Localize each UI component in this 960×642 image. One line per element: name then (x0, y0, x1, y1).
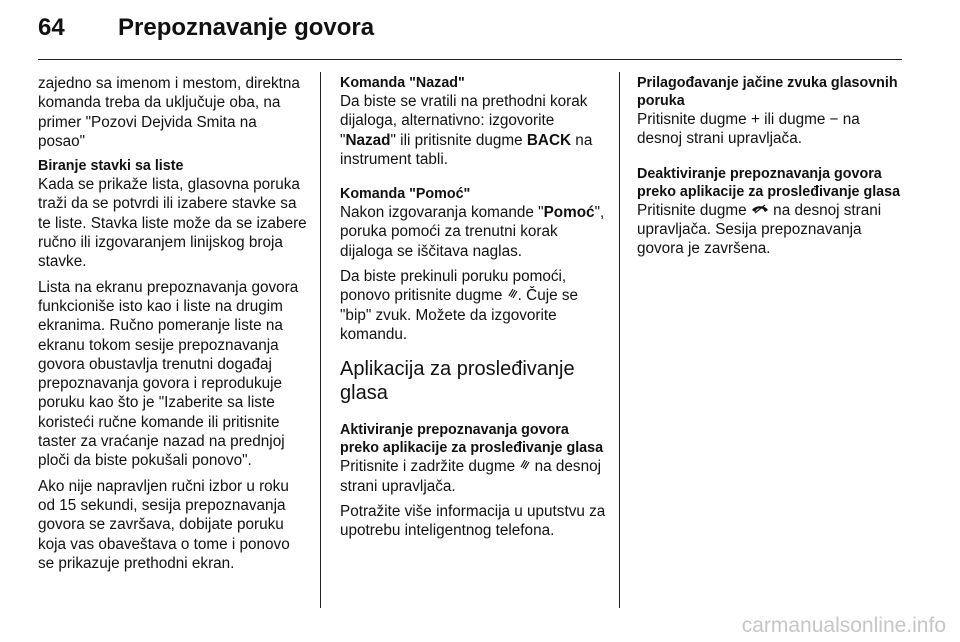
plus-icon: + (750, 111, 760, 128)
minus-icon: − (829, 111, 839, 128)
column-3 (637, 74, 909, 264)
column-2 (340, 74, 606, 546)
volume-paragraph: Pritisnite dugme + ili dugme − na desnoj strani upravljača. (637, 111, 860, 148)
list-paragraph-2: Lista na ekranu prepoznavanja govora funkcioniše isto kao i liste na drugim ekranima. Ručno pomeranje liste na ekranu tokom sesije prepoznavanja govora obustavlja trenutni događaj prepoznavanja govora i reprodukuje poruku kao što je "Izaberite sa liste koristeći ručne komande ili pritisnite taster za vraćanje nazad na prednjoj ploči da biste pokušali ponovo". (38, 278, 299, 470)
page-number: 64 (38, 14, 65, 41)
page-title: Prepoznavanje govora (118, 14, 375, 41)
column-1 (38, 74, 308, 579)
back-button-label: BACK (526, 131, 572, 149)
help-paragraph-2: Da biste prekinuli poruku pomoći, ponovo pritisnite dugme . Čuje se "bip" zvuk. Možete da izgovorite komandu. (340, 268, 579, 343)
back-word: Nazad (345, 131, 391, 149)
column-divider-2 (619, 72, 620, 608)
help-word: Pomoć (543, 204, 595, 222)
voice-button-icon (519, 457, 530, 476)
back-paragraph: Da biste se vratili na prethodni korak dijaloga, alternativno: izgovorite "Nazad" ili pritisnite dugme BACK na instrument tabli. (340, 93, 593, 168)
heading-list-selection: Biranje stavki sa liste (38, 158, 184, 175)
hang-up-icon (751, 201, 769, 220)
help-paragraph: Nakon izgovaranja komande "Pomoć", poruka pomoći za trenutni korak dijaloga se iščitava naglas. (340, 204, 605, 260)
section-heading-voice-passthrough: Aplikacija za prosleđivanje glasa (340, 358, 575, 404)
header-rule (38, 59, 902, 60)
voice-button-icon (507, 286, 518, 305)
deactivate-paragraph: Pritisnite dugme na desnoj strani upravljača. Sesija prepoznavanja govora je završena. (637, 201, 882, 258)
heading-back-command: Komanda "Nazad" (340, 75, 465, 91)
list-paragraph-3: Ako nije napravljen ručni izbor u roku od 15 sekundi, sesija prepoznavanja govora se završava, dobijate poruku koja vas obaveštava o tome i ponovo se prikazuje prethodni ekran. (38, 477, 290, 572)
activate-paragraph-2: Potražite više informacija u uputstvu za upotrebu inteligentnog telefona. (340, 502, 606, 540)
list-paragraph-1: Kada se prikaže lista, glasovna poruka traži da se potvrdi ili izabere stavke sa te liste. Stavka liste može da se izabere ručno ili izgovaranjem linijskog broja stavke. (38, 176, 307, 271)
intro-paragraph: zajedno sa imenom i mestom, direktna komanda treba da uključuje oba, na primer "Pozovi Dejvida Smita na posao" (38, 75, 300, 150)
heading-volume: Prilagođavanje jačine zvuka glasovnih poruka (637, 75, 898, 109)
heading-activate-passthrough: Aktiviranje prepoznavanja govora preko aplikacije za prosleđivanje glasa (340, 422, 604, 457)
watermark: carmanualsonline.info (741, 614, 946, 637)
column-divider-1 (320, 72, 321, 608)
activate-paragraph: Pritisnite i zadržite dugme na desnoj strani upravljača. (340, 458, 601, 495)
heading-deactivate: Deaktiviranje prepoznavanja govora preko aplikacije za prosleđivanje glasa (637, 165, 901, 200)
heading-help-command: Komanda "Pomoć" (340, 186, 471, 203)
